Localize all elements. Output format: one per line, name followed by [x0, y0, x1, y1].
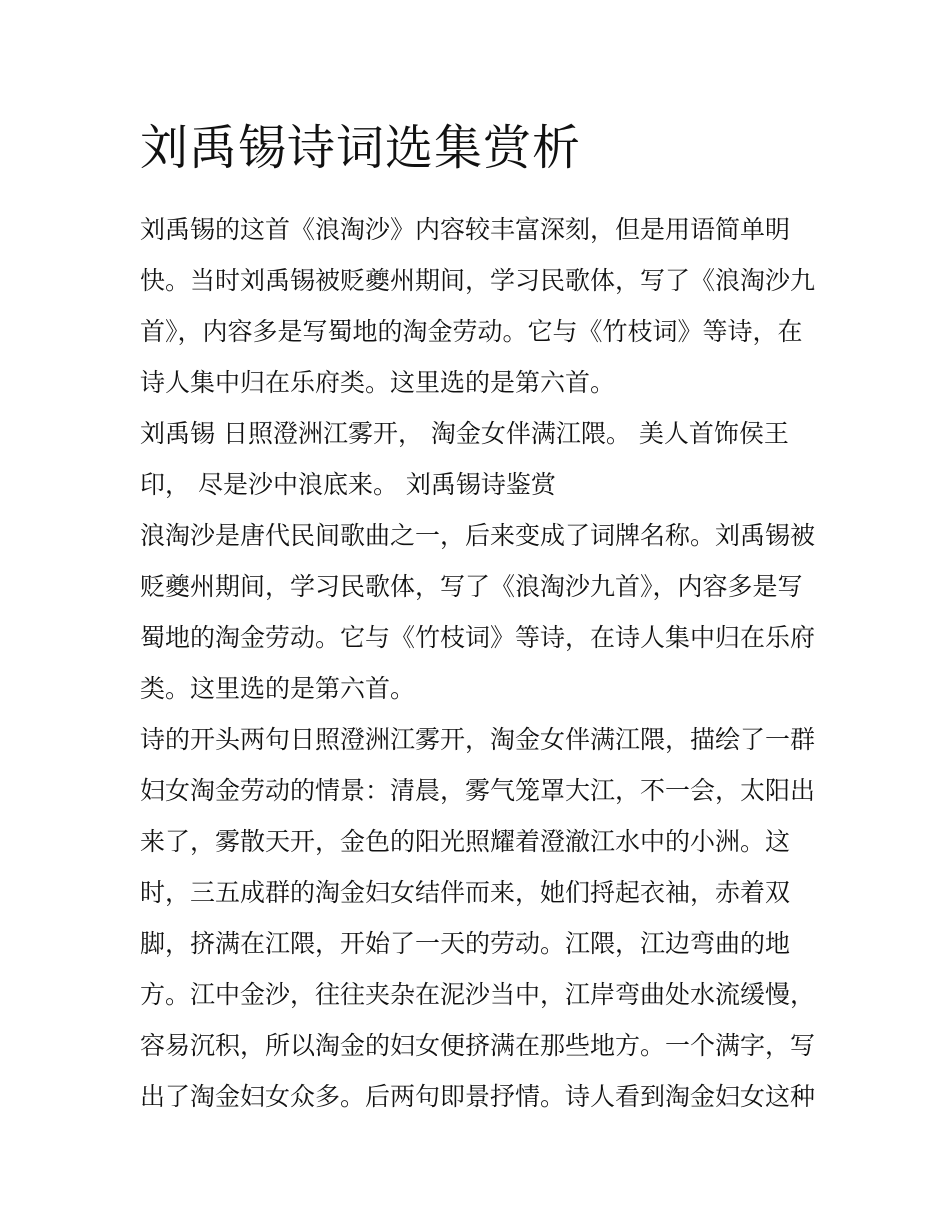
paragraph-poem — [140, 408, 812, 510]
text-line: 诗人集中归在乐府类。这里选的是第六首。 — [140, 368, 616, 397]
text-line: 容易沉积，所以淘金的妇女便挤满在那些地方。一个满字，写 — [140, 1031, 816, 1060]
text-line: 出了淘金妇女众多。后两句即景抒情。诗人看到淘金妇女这种 — [140, 1082, 816, 1111]
text-line: 刘禹锡 日照澄洲江雾开， 淘金女伴满江隈。 美人首饰侯王 — [140, 419, 789, 448]
text-line: 首》，内容多是写蜀地的淘金劳动。它与《竹枝词》等诗，在 — [140, 317, 803, 346]
text-line: 诗的开头两句日照澄洲江雾开，淘金女伴满江隈，描绘了一群 — [140, 725, 816, 754]
text-line: 快。当时刘禹锡被贬夔州期间，学习民歌体，写了《浪淘沙九 — [140, 266, 816, 295]
paragraph-background — [140, 510, 816, 714]
text-line: 方。江中金沙，往往夹杂在泥沙当中，江岸弯曲处水流缓慢， — [140, 980, 816, 1009]
text-line: 贬夔州期间，学习民歌体，写了《浪淘沙九首》，内容多是写 — [140, 572, 803, 601]
text-line: 印， 尽是沙中浪底来。 刘禹锡诗鉴赏 — [140, 470, 556, 499]
text-line: 浪淘沙是唐代民间歌曲之一，后来变成了词牌名称。刘禹锡被 — [140, 521, 816, 550]
paragraph-intro — [140, 204, 816, 408]
text-line: 脚，挤满在江隈，开始了一天的劳动。江隈，江边弯曲的地 — [140, 929, 791, 958]
text-line: 时，三五成群的淘金妇女结伴而来，她们捋起衣袖，赤着双 — [140, 878, 791, 907]
text-line: 来了，雾散天开，金色的阳光照耀着澄澈江水中的小洲。这 — [140, 827, 791, 856]
text-line: 类。这里选的是第六首。 — [140, 674, 416, 703]
text-line: 妇女淘金劳动的情景：清晨，雾气笼罩大江，不一会，太阳出 — [140, 776, 816, 805]
document-body — [140, 112, 816, 1122]
document-title: 刘禹锡诗词选集赏析 — [140, 120, 582, 176]
text-line: 刘禹锡的这首《浪淘沙》内容较丰富深刻，但是用语简单明 — [140, 215, 791, 244]
paragraph-analysis — [140, 714, 816, 1122]
text-line: 蜀地的淘金劳动。它与《竹枝词》等诗，在诗人集中归在乐府 — [140, 623, 816, 652]
